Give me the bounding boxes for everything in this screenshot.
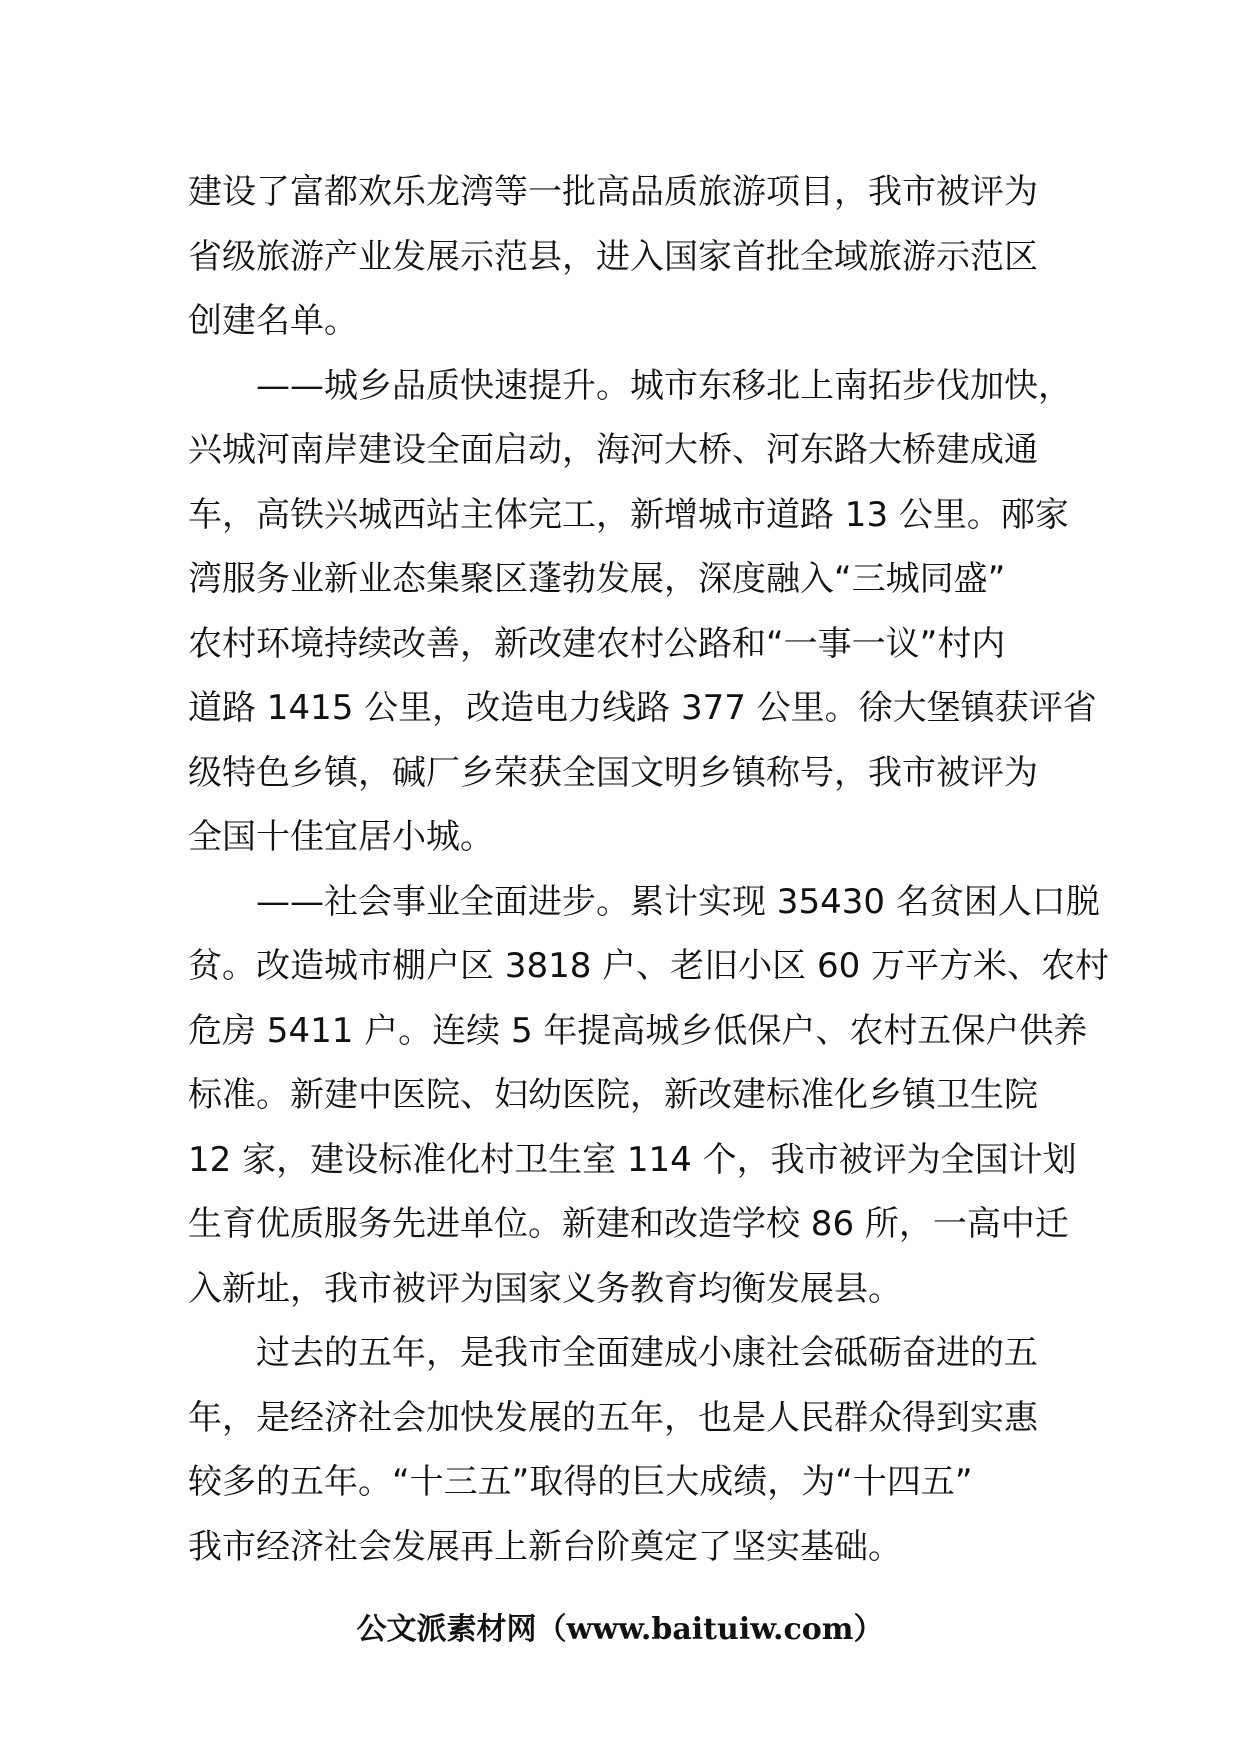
text-line: 贫。改造城市棚户区 3818 户、老旧小区 60 万平方米、农村 [188,946,1110,986]
text-line: ——社会事业全面进步。累计实现 35430 名贫困人口脱 [256,881,1100,922]
text-line: 较多的五年。“十三五”取得的巨大成绩，为“十四五” [188,1462,973,1502]
text-line: 兴城河南岸建设全面启动，海河大桥、河东路大桥建成通 [188,430,1038,470]
text-line: 湾服务业新业态集聚区蓬勃发展，深度融入“三城同盛” [188,559,1006,599]
text-line: 标准。新建中医院、妇幼医院，新改建标准化乡镇卫生院 [188,1075,1038,1115]
text-line: 我市经济社会发展再上新台阶奠定了坚实基础。 [188,1526,902,1567]
text-line: 生育优质服务先进单位。新建和改造学校 86 所，一高中迁 [188,1204,1069,1244]
text-line: 道路 1415 公里，改造电力线路 377 公里。徐大堡镇获评省 [188,688,1097,728]
text-line: 建设了富都欢乐龙湾等一批高品质旅游项目，我市被评为 [188,172,1038,212]
text-line: 省级旅游产业发展示范县，进入国家首批全域旅游示范区 [188,236,1038,277]
text-line: 危房 5411 户。连续 5 年提高城乡低保户、农村五保户供养 [188,1010,1088,1051]
text-line: 12 家，建设标准化村卫生室 114 个，我市被评为全国计划 [188,1139,1077,1180]
text-line: 年，是经济社会加快发展的五年，也是人民群众得到实惠 [188,1397,1038,1438]
text-line: 级特色乡镇，碱厂乡荣获全国文明乡镇称号，我市被评为 [188,752,1038,793]
text-line: 全国十佳宜居小城。 [188,817,494,857]
text-line: 农村环境持续改善，新改建农村公路和“一事一议”村内 [188,623,1006,664]
text-line: 入新址，我市被评为国家义务教育均衡发展县。 [188,1268,902,1309]
text-line: 车，高铁兴城西站主体完工，新增城市道路 13 公里。邴家 [188,494,1069,535]
footer-watermark: 公文派素材网（www.baituiw.com） [356,1612,884,1647]
document-body [188,160,1110,1579]
text-line: 过去的五年，是我市全面建成小康社会砥砺奋进的五 [256,1333,1038,1373]
text-line: ——城乡品质快速提升。城市东移北上南拓步伐加快， [256,365,1072,406]
text-line: 创建名单。 [188,301,358,341]
